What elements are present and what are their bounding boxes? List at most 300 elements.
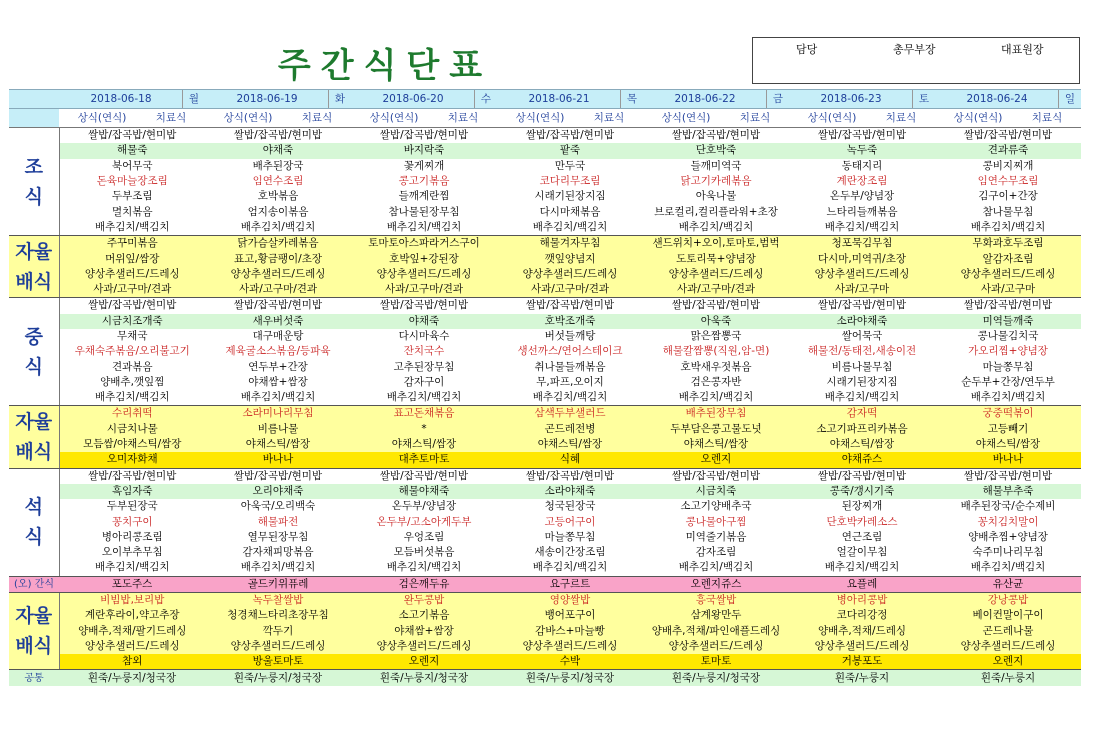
menu-cell: 참외 <box>59 654 205 670</box>
menu-cell: 참나물무침 <box>982 205 1034 218</box>
date-text: 2018-06-19 <box>236 92 298 105</box>
menu-cell: 샌드위치+오이,토마토,범벅 <box>643 236 789 252</box>
menu-cell: 미역줄기볶음 <box>685 530 747 543</box>
menu-cell: 단호박죽 <box>643 143 789 158</box>
menu-cell: 꽁치구이 <box>111 515 153 528</box>
menu-cell: 다시마채볶음 <box>539 205 601 218</box>
menu-cell: 깻잎양념지 <box>497 251 643 266</box>
menu-cell: 배추김치/백김치 <box>205 390 351 406</box>
menu-cell: 해물부추죽 <box>935 484 1081 499</box>
menu-cell: 계란장조림 <box>836 175 888 188</box>
section-label <box>9 468 59 576</box>
menu-cell: 수박 <box>497 654 643 670</box>
menu-cell: 콩죽/갱시기죽 <box>789 484 935 499</box>
menu-cell: 쌀밥/잡곡밥/현미밥 <box>671 299 761 312</box>
date-text: 2018-06-20 <box>382 92 444 105</box>
menu-cell: 흑임자죽 <box>59 484 205 499</box>
menu-cell: 미역들깨죽 <box>935 314 1081 329</box>
menu-cell: 맑은짬뽕국 <box>690 330 742 342</box>
type-regular: 상식(연식) <box>807 111 857 124</box>
menu-cell: 청포묵김무침 <box>789 236 935 252</box>
menu-cell: 얼갈이무침 <box>836 546 888 559</box>
menu-cell: 무화과호두조림 <box>935 236 1081 252</box>
approval-manager: 총무부장 <box>893 43 936 56</box>
section-label <box>9 406 59 468</box>
menu-cell: 만두국 <box>554 159 586 172</box>
menu-cell: 배추김치/백김치 <box>351 390 497 406</box>
menu-cell: 배추김치/백김치 <box>205 560 351 576</box>
menu-cell: 모듬버섯볶음 <box>393 546 455 559</box>
menu-cell: 쌀밥/잡곡밥/현미밥 <box>525 299 615 312</box>
menu-cell: 배추김치/백김치 <box>497 560 643 576</box>
snack-cell: 포도주스 <box>59 576 205 592</box>
menu-cell: 꽁치김치말이 <box>977 515 1039 528</box>
menu-cell: 식혜 <box>497 452 643 468</box>
snack-cell: 골드키위퓨레 <box>205 576 351 592</box>
type-therapy: 치료식 <box>885 111 917 124</box>
menu-cell: 양배추,적채/팔기드레싱 <box>59 624 205 639</box>
menu-cell: 감자구이 <box>403 375 445 388</box>
menu-cell: 감자조림 <box>695 546 737 559</box>
menu-cell: 모듬쌈/야채스틱/쌈장 <box>59 437 205 452</box>
menu-cell: 온두부/양념장 <box>829 190 895 203</box>
menu-cell: 소고기양배추국 <box>680 500 752 513</box>
menu-cell: 청경채느타리초장무침 <box>205 608 351 623</box>
menu-cell: 배추김치/백김치 <box>643 560 789 576</box>
menu-cell: 아욱나물 <box>695 190 737 203</box>
page-title: 주간식단표 <box>277 46 493 86</box>
menu-cell: 두부된장국 <box>106 500 158 513</box>
snack-cell: 요플레 <box>789 576 935 592</box>
menu-cell: 비름나물 <box>205 422 351 437</box>
menu-cell: 열무된장무침 <box>247 530 309 543</box>
menu-cell: 시금치나물 <box>59 422 205 437</box>
menu-cell: 배추김치/백김치 <box>59 560 205 576</box>
menu-cell: 야채스틱/쌈장 <box>935 437 1081 452</box>
menu-cell: 쌀밥/잡곡밥/현미밥 <box>379 299 469 312</box>
menu-cell: 양상추샐러드/드레싱 <box>59 267 205 282</box>
menu-cell: 야채스틱/쌈장 <box>789 437 935 452</box>
menu-cell: 쌀밥/잡곡밥/현미밥 <box>88 299 177 312</box>
menu-cell: 소고기파프리카볶음 <box>789 422 935 437</box>
type-cell <box>643 109 789 128</box>
menu-cell: 고등빼기 <box>935 422 1081 437</box>
menu-cell: 두부담은콩고물도넛 <box>643 422 789 437</box>
menu-cell: 참나물된장무침 <box>388 205 460 218</box>
menu-cell: 야채스틱/쌈장 <box>643 437 789 452</box>
section-label-text: 조식 <box>24 155 43 208</box>
menu-cell: 깍두기 <box>205 624 351 639</box>
menu-cell: 제육굴소스볶음/등파육 <box>225 345 331 358</box>
menu-cell: 견과볶음 <box>111 360 153 373</box>
menu-cell: 팥죽 <box>497 143 643 158</box>
common-cell: 흰죽/누룽지/청국장 <box>351 670 497 686</box>
type-regular: 상식(연식) <box>661 111 711 124</box>
menu-cell: 아욱국/오리백숙 <box>240 500 316 513</box>
menu-cell: 녹두찰쌀밥 <box>205 592 351 608</box>
weekday-text: 일 <box>1058 90 1081 108</box>
menu-cell: 배추김치/백김치 <box>935 390 1081 406</box>
menu-cell: 배추김치/백김치 <box>789 390 935 406</box>
menu-cell: 멸치볶음 <box>111 205 153 218</box>
section-label <box>9 128 59 236</box>
menu-cell: 양상추샐러드/드레싱 <box>643 267 789 282</box>
menu-cell: 사과/고구마/견과 <box>351 282 497 298</box>
menu-cell: 소라미나리무침 <box>205 406 351 422</box>
menu-cell: 버섯들깨탕 <box>544 330 596 342</box>
common-cell: 흰죽/누룽지/청국장 <box>643 670 789 686</box>
menu-cell: 새송이간장조림 <box>534 546 606 559</box>
menu-cell: 배추김치/백김치 <box>643 390 789 406</box>
section-label <box>9 298 59 406</box>
menu-cell: 꽃게찌개 <box>403 159 445 172</box>
weekday-text: 화 <box>328 90 351 108</box>
menu-cell: 완두콩밥 <box>351 592 497 608</box>
menu-cell: 수리취떡 <box>59 406 205 422</box>
snack-label: (오) 간식 <box>9 576 59 592</box>
menu-cell: 생선까스/연어스테이크 <box>517 345 623 358</box>
common-cell: 흰죽/누룽지/청국장 <box>59 670 205 686</box>
menu-cell: 야채쌈+쌈장 <box>351 624 497 639</box>
date-cell <box>351 90 497 109</box>
snack-cell: 유산균 <box>935 576 1081 592</box>
menu-cell: 쌀밥/잡곡밥/현미밥 <box>233 299 323 312</box>
menu-cell: 배추김치/백김치 <box>497 390 643 406</box>
menu-cell: 배추김치/백김치 <box>59 220 205 236</box>
menu-cell: 고등어구이 <box>544 515 596 528</box>
approval-director: 대표원장 <box>1001 43 1044 56</box>
menu-cell: 영양쌀밥 <box>497 592 643 608</box>
menu-cell: 쌀밥/잡곡밥/현미밥 <box>671 469 761 482</box>
menu-cell: 해물전/동태전,새송이전 <box>807 345 917 358</box>
date-text: 2018-06-22 <box>674 92 736 105</box>
menu-cell: 오렌지 <box>935 654 1081 670</box>
menu-cell: 시래기된장지짐 <box>826 375 898 388</box>
menu-cell: 병아리콩조림 <box>101 530 163 543</box>
menu-cell: 코다리무조림 <box>539 175 601 188</box>
menu-cell: 양배추,적채/드레싱 <box>789 624 935 639</box>
menu-cell: 배추김치/백김치 <box>935 220 1081 236</box>
menu-cell: 곤드레전병 <box>497 422 643 437</box>
menu-cell: 야채스틱/쌈장 <box>351 437 497 452</box>
weekly-menu-table <box>9 89 1081 686</box>
date-cell <box>643 90 789 109</box>
common-cell: 흰죽/누룽지 <box>789 670 935 686</box>
type-therapy: 치료식 <box>447 111 479 124</box>
menu-cell: 쌀밥/잡곡밥/현미밥 <box>233 469 323 482</box>
section-label <box>9 592 59 669</box>
type-cell <box>497 109 643 128</box>
menu-cell: 병아리콩밥 <box>789 592 935 608</box>
menu-cell: 돈육마늘장조림 <box>96 175 168 188</box>
menu-cell: 두부조림 <box>111 190 153 203</box>
menu-cell: 시래기된장지짐 <box>534 190 606 203</box>
type-regular: 상식(연식) <box>77 111 127 124</box>
menu-cell: 야채죽 <box>351 314 497 329</box>
menu-cell: 콩나물아구찜 <box>685 515 747 528</box>
menu-cell: 야채스틱/쌈장 <box>497 437 643 452</box>
menu-cell: 양상추샐러드/드레싱 <box>205 639 351 654</box>
menu-cell: 양배추,적채/파인애플드레싱 <box>643 624 789 639</box>
menu-cell: 삼색두부샐러드 <box>497 406 643 422</box>
menu-cell: 임연수무조림 <box>977 175 1039 188</box>
menu-cell: 방울토마토 <box>205 654 351 670</box>
type-regular: 상식(연식) <box>223 111 273 124</box>
menu-cell: 우엉조림 <box>403 530 445 543</box>
menu-cell: 삼계왕만두 <box>643 608 789 623</box>
menu-cell: 온두부/양념장 <box>391 500 457 513</box>
menu-cell: 연두부+간장 <box>248 360 308 373</box>
menu-cell: 김구이+간장 <box>978 190 1038 203</box>
menu-cell: 취나물들깨볶음 <box>534 360 606 373</box>
menu-cell: 배추된장국 <box>252 159 304 172</box>
menu-cell: 배추김치/백김치 <box>351 560 497 576</box>
menu-cell: 알감자조림 <box>935 251 1081 266</box>
menu-cell: 해물겨자무침 <box>497 236 643 252</box>
menu-cell: 해물야채죽 <box>351 484 497 499</box>
menu-cell: 토마토 <box>643 654 789 670</box>
weekday-text: 월 <box>182 90 205 108</box>
menu-cell: 양상추샐러드/드레싱 <box>935 267 1081 282</box>
menu-cell: 양상추샐러드/드레싱 <box>497 639 643 654</box>
menu-cell: 바지락죽 <box>351 143 497 158</box>
menu-cell: 쌀밥/잡곡밥/현미밥 <box>963 129 1053 142</box>
menu-cell: 우채숙주볶음/오리불고기 <box>74 345 190 358</box>
menu-cell: 주꾸미볶음 <box>59 236 205 252</box>
type-therapy: 치료식 <box>301 111 333 124</box>
common-cell: 흰죽/누룽지 <box>935 670 1081 686</box>
menu-cell: 사과/고구마/견과 <box>59 282 205 298</box>
menu-cell: 느타리들깨볶음 <box>826 205 898 218</box>
menu-cell: 쌀밥/잡곡밥/현미밥 <box>379 129 469 142</box>
approval-staff: 담당 <box>796 43 818 56</box>
menu-cell: 오렌지 <box>643 452 789 468</box>
menu-cell: 시금치죽 <box>643 484 789 499</box>
menu-cell: 북어무국 <box>111 159 153 172</box>
menu-cell: 오미자화채 <box>59 452 205 468</box>
menu-cell: 야채스틱/쌈장 <box>205 437 351 452</box>
date-cell <box>935 90 1081 109</box>
menu-cell: 시금치조개죽 <box>59 314 205 329</box>
section-label-text: 중식 <box>24 325 43 378</box>
type-regular: 상식(연식) <box>953 111 1003 124</box>
menu-cell: 호박볶음 <box>257 190 299 203</box>
menu-cell: 호박잎+강된장 <box>351 251 497 266</box>
section-label-text: 자율배식 <box>15 410 53 463</box>
menu-cell: 마늘쫑무침 <box>982 360 1034 373</box>
date-cell <box>497 90 643 109</box>
menu-cell: 새우버섯죽 <box>205 314 351 329</box>
menu-cell: 사과/고구마 <box>789 282 935 298</box>
menu-cell: 쌀밥/잡곡밥/현미밥 <box>525 469 615 482</box>
menu-cell: 쌀밥/잡곡밥/현미밥 <box>525 129 615 142</box>
type-cell <box>789 109 935 128</box>
section-label-text: 석식 <box>24 496 43 549</box>
menu-cell: 뱅어포구이 <box>497 608 643 623</box>
menu-cell: 동태지리 <box>841 159 883 172</box>
menu-cell: 양상추샐러드/드레싱 <box>351 267 497 282</box>
menu-cell: 곤드레나물 <box>935 624 1081 639</box>
menu-cell: 양배추찜+양념장 <box>968 530 1048 543</box>
menu-cell: 브로컬리,컬리플라워+초장 <box>654 205 778 218</box>
menu-cell: 오이부추무침 <box>101 546 163 559</box>
menu-cell: 흥국쌀밥 <box>643 592 789 608</box>
type-cell <box>59 109 205 128</box>
menu-cell: 오렌지 <box>351 654 497 670</box>
menu-cell: 양상추샐러드/드레싱 <box>351 639 497 654</box>
menu-cell: 해물파전 <box>257 515 299 528</box>
section-label-text: 자율배식 <box>15 240 53 293</box>
menu-cell: 오리야채죽 <box>205 484 351 499</box>
weekday-text: 금 <box>766 90 789 108</box>
menu-cell: 임연수조림 <box>252 175 304 188</box>
type-therapy: 치료식 <box>739 111 771 124</box>
menu-cell: 된장찌개 <box>841 500 883 513</box>
menu-cell: 거봉포도 <box>789 654 935 670</box>
menu-cell: 표고돈채볶음 <box>351 406 497 422</box>
section-label-text: 자율배식 <box>15 605 53 658</box>
menu-cell: 아욱죽 <box>643 314 789 329</box>
menu-cell: 쌀밥/잡곡밥/현미밥 <box>671 129 761 142</box>
menu-cell: 코다리강정 <box>789 608 935 623</box>
menu-cell: 토마토아스파라거스구이 <box>351 236 497 252</box>
date-cell <box>789 90 935 109</box>
type-cell <box>351 109 497 128</box>
date-corner <box>9 90 59 109</box>
type-regular: 상식(연식) <box>515 111 565 124</box>
menu-cell: 숙주미나리무침 <box>972 546 1044 559</box>
menu-cell: 고추된장무침 <box>393 360 455 373</box>
menu-cell: 바나나 <box>935 452 1081 468</box>
menu-cell: 베이컨말이구이 <box>935 608 1081 623</box>
menu-cell: 쌀밥/잡곡밥/현미밥 <box>817 469 907 482</box>
menu-cell: 연근조림 <box>841 530 883 543</box>
date-text: 2018-06-24 <box>966 92 1028 105</box>
menu-cell: 쌀밥/잡곡밥/현미밥 <box>817 299 907 312</box>
type-regular: 상식(연식) <box>369 111 419 124</box>
menu-cell: 쌀밥/잡곡밥/현미밥 <box>88 469 177 482</box>
menu-cell: 소라야채죽 <box>789 314 935 329</box>
menu-cell: 쌀밥/잡곡밥/현미밥 <box>379 469 469 482</box>
snack-cell: 검은깨두유 <box>351 576 497 592</box>
menu-cell: 다시마,미역귀/초장 <box>789 251 935 266</box>
menu-cell: 사과/고구마/견과 <box>643 282 789 298</box>
menu-cell: 배추된장국/순수제비 <box>960 500 1056 513</box>
menu-cell: 감자떡 <box>789 406 935 422</box>
menu-cell: 야채쥬스 <box>789 452 935 468</box>
menu-cell: 가오리찜+양념장 <box>968 345 1048 358</box>
menu-cell: 닭가슴살카레볶음 <box>205 236 351 252</box>
date-text: 2018-06-21 <box>528 92 590 105</box>
menu-cell: 대구매운탕 <box>252 330 304 342</box>
approval-box <box>752 37 1080 84</box>
menu-cell: 양상추샐러드/드레싱 <box>789 639 935 654</box>
snack-cell: 오렌지쥬스 <box>643 576 789 592</box>
date-cell <box>59 90 205 109</box>
menu-cell: 계란후라이,약고추장 <box>59 608 205 623</box>
menu-cell: 대추토마토 <box>351 452 497 468</box>
menu-cell: 도토리묵+양념장 <box>643 251 789 266</box>
menu-cell: 청국된장국 <box>544 500 596 513</box>
menu-cell: 순두부+간장/연두부 <box>961 375 1055 388</box>
menu-cell: 머위잎/쌈장 <box>59 251 205 266</box>
menu-cell: 비름나물무침 <box>831 360 893 373</box>
menu-cell: 엄지송이볶음 <box>247 205 309 218</box>
type-corner <box>9 109 59 128</box>
menu-cell: 쌀밥/잡곡밥/현미밥 <box>88 129 177 142</box>
menu-cell: 감자채피망볶음 <box>242 546 314 559</box>
menu-cell: 배추김치/백김치 <box>351 220 497 236</box>
menu-cell: 콩나물김치국 <box>977 330 1039 342</box>
menu-cell: 검은콩자반 <box>690 375 742 388</box>
menu-cell: 강낭콩밥 <box>935 592 1081 608</box>
menu-cell: 닭고기카레볶음 <box>680 175 752 188</box>
common-cell: 흰죽/누룽지/청국장 <box>205 670 351 686</box>
menu-cell: 배추김치/백김치 <box>59 390 205 406</box>
menu-cell: 사과/고구마/견과 <box>497 282 643 298</box>
menu-cell: 무,파프,오이지 <box>536 375 604 388</box>
menu-cell: 양배추,깻잎찜 <box>100 375 165 388</box>
weekday-text: 목 <box>620 90 643 108</box>
section-label <box>9 236 59 298</box>
menu-cell: 쌀밥/잡곡밥/현미밥 <box>233 129 323 142</box>
menu-cell: 배추김치/백김치 <box>205 220 351 236</box>
menu-cell: 무채국 <box>117 330 148 342</box>
menu-cell: 소라야채죽 <box>497 484 643 499</box>
menu-cell: 배추김치/백김치 <box>789 220 935 236</box>
type-therapy: 치료식 <box>593 111 625 124</box>
date-text: 2018-06-23 <box>820 92 882 105</box>
weekday-text: 토 <box>912 90 935 108</box>
menu-cell: 배추김치/백김치 <box>935 560 1081 576</box>
weekday-text: 수 <box>474 90 497 108</box>
date-text: 2018-06-18 <box>90 92 152 105</box>
common-cell: 흰죽/누룽지/청국장 <box>497 670 643 686</box>
date-cell <box>205 90 351 109</box>
menu-cell: 양상추샐러드/드레싱 <box>497 267 643 282</box>
snack-cell: 요구르트 <box>497 576 643 592</box>
menu-cell: 콩비지찌개 <box>982 159 1034 172</box>
menu-cell: 양상추샐러드/드레싱 <box>643 639 789 654</box>
menu-cell: 단호박카레소스 <box>826 515 898 528</box>
menu-cell: 비빔밥,보리밥 <box>59 592 205 608</box>
menu-cell: 해물칼짬뽕(직원,암-면) <box>662 345 770 358</box>
menu-cell: 들깨미역국 <box>690 159 742 172</box>
menu-cell: 쌀밥/잡곡밥/현미밥 <box>963 299 1053 312</box>
menu-cell: * <box>351 422 497 437</box>
menu-cell: 쌀밥/잡곡밥/현미밥 <box>817 129 907 142</box>
menu-cell: 온두부/고소아게두부 <box>376 515 472 528</box>
menu-cell: 배추김치/백김치 <box>789 560 935 576</box>
menu-cell: 호박조개죽 <box>497 314 643 329</box>
menu-cell: 야채죽 <box>205 143 351 158</box>
type-cell <box>935 109 1081 128</box>
common-label: 공통 <box>9 670 59 686</box>
menu-cell: 바나나 <box>205 452 351 468</box>
type-cell <box>205 109 351 128</box>
menu-cell: 양상추샐러드/드레싱 <box>789 267 935 282</box>
menu-cell: 배추김치/백김치 <box>643 220 789 236</box>
menu-cell: 잔치국수 <box>403 345 445 358</box>
menu-cell: 표고,황금팽이/초장 <box>205 251 351 266</box>
type-therapy: 치료식 <box>155 111 187 124</box>
menu-cell: 쌀밥/잡곡밥/현미밥 <box>963 469 1053 482</box>
menu-cell: 견과류죽 <box>935 143 1081 158</box>
type-therapy: 치료식 <box>1031 111 1063 124</box>
menu-cell: 양상추샐러드/드레싱 <box>205 267 351 282</box>
menu-cell: 호박새우젓볶음 <box>680 360 752 373</box>
menu-cell: 콩고기볶음 <box>398 175 450 188</box>
